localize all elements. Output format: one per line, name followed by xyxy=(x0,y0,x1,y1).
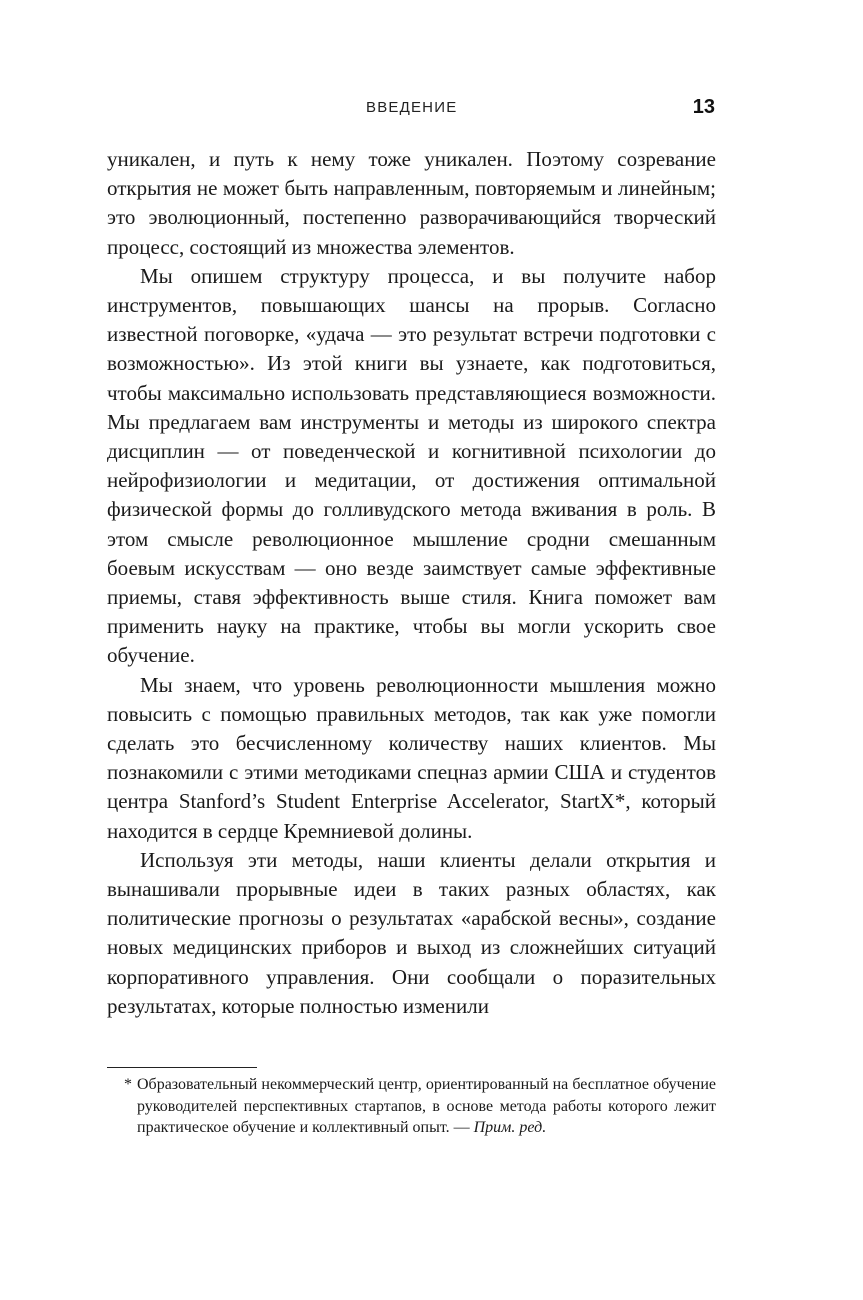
footnote-text: Образовательный некоммерческий центр, ориентированный на бесплатное обучение руководителей перспективных стартапов, в основе метода работы которого лежит практическое обучение и коллективный опыт. — xyxy=(137,1076,716,1136)
footnote xyxy=(107,1074,716,1139)
paragraph-3: Мы знаем, что уровень революционности мышления можно повысить с помощью правильных методов, так как уже помогли сделать это бесчисленному количеству наших клиентов. Мы познакомили с этими методиками спецназ армии США и студентов центра Stanford’s Student Enterprise Accelerator, StartX*, который находится в сердце Кремниевой долины. xyxy=(107,672,716,843)
footnote-divider xyxy=(107,1067,257,1068)
footnote-mark: * xyxy=(124,1076,132,1093)
paragraph-4: Используя эти методы, наши клиенты делали открытия и вынашивали прорывные идеи в таких разных областях, как политические прогнозы о результатах «арабской весны», создание новых медицинских приборов и выход из сложнейших ситуаций корпоративного управления. Они сообщали о поразительных результатах, которые полностью изменили xyxy=(107,847,716,1018)
section-title: ВВЕДЕНИЕ xyxy=(366,99,458,116)
paragraph-1: уникален, и путь к нему тоже уникален. Поэтому созревание открытия не может быть направленным, повторяемым и линейным; это эволюционный, постепенно разворачивающийся творческий процесс, состоящий из множества элементов. xyxy=(107,147,716,259)
body-text xyxy=(107,145,716,1021)
paragraph-2: Мы опишем структуру процесса, и вы получите набор инструментов, повышающих шансы на прорыв. Согласно известной поговорке, «удача — это результат встречи подготовки с возможностью». Из этой книги вы узнаете, как подготовиться, чтобы максимально использовать представляющиеся возможности. Мы предлагаем вам инструменты и методы из широкого спектра дисциплин — от поведенческой и когнитивной психологии до нейрофизиологии и медитации, от достижения оптимальной физической формы до голливудского метода вживания в роль. В этом смысле революционное мышление сродни смешанным боевым искусствам — оно везде заимствует самые эффективные приемы, ставя эффективность выше стиля. Книга поможет вам применить науку на практике, чтобы вы могли ускорить свое обучение. xyxy=(107,263,716,668)
page-number: 13 xyxy=(692,96,715,118)
editor-note: Прим. ред. xyxy=(473,1119,547,1136)
